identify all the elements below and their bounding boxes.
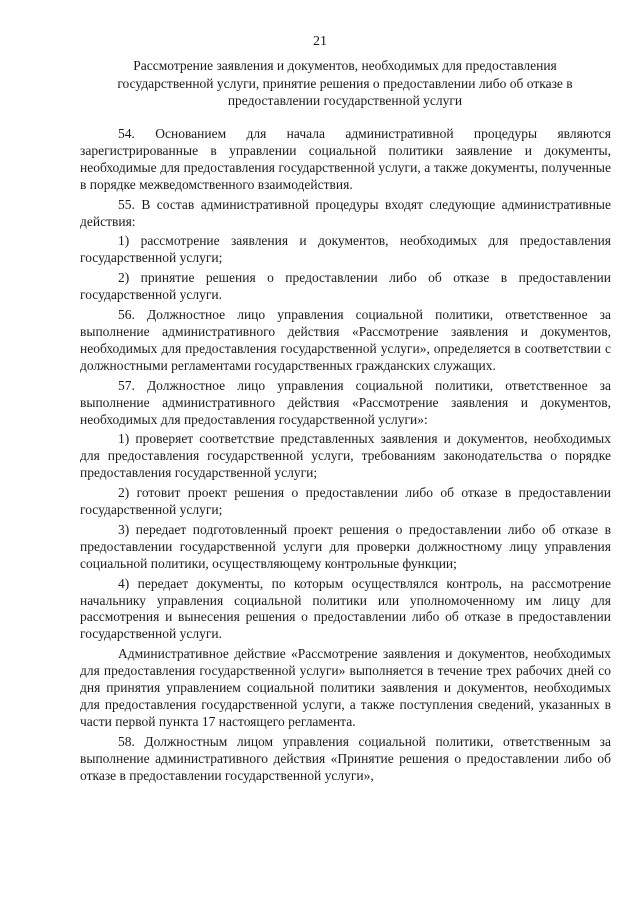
paragraph-57-item-2: 2) готовит проект решения о предоставлении либо об отказе в предоставлении государственной услуги; bbox=[80, 485, 611, 518]
paragraph-57-timing: Административное действие «Рассмотрение заявления и документов, необходимых для предоставления государственной услуги» выполняется в течение трех рабочих дней со дня принятия управлением социальной политики заявления и документов, необходимых для предоставления государственной услуги, а также поступления сведений, указанных в части первой пункта 17 настоящего регламента. bbox=[80, 646, 611, 729]
paragraph-56: 56. Должностное лицо управления социальной политики, ответственное за выполнение административного действия «Рассмотрение заявления и документов, необходимых для предоставления государственной услуги», определяется в соответствии с должностными регламентами государственных гражданских служащих. bbox=[80, 307, 611, 373]
paragraph-57-item-3: 3) передает подготовленный проект решения о предоставлении либо об отказе в предоставлении государственной услуги для проверки должностному лицу управления социальной политики, осуществляющему контрольные функции; bbox=[80, 521, 611, 571]
paragraph-57: 57. Должностное лицо управления социальной политики, ответственное за выполнение административного действия «Рассмотрение заявления и документов, необходимых для предоставления государственной услуги»: bbox=[80, 377, 611, 427]
paragraph-57-item-4: 4) передает документы, по которым осуществлялся контроль, на рассмотрение начальнику управления социальной политики или уполномоченному им лицу для рассмотрения и вынесения решения о предоставлении либо об отказе в предоставлении государственной услуги. bbox=[80, 575, 611, 642]
document-body bbox=[80, 126, 611, 788]
paragraph-54: 54. Основанием для начала административной процедуры являются зарегистрированные в управлении социальной политики заявление и документы, необходимые для предоставления государственной услуги, а также документы, полученные в порядке межведомственного взаимодействия. bbox=[80, 126, 611, 192]
page-number: 21 bbox=[313, 34, 327, 49]
section-heading: Рассмотрение заявления и документов, необходимых для предоставления государственной услуги, принятие решения о предоставлении либо об отказе в предоставлении государственной услуги bbox=[117, 58, 573, 108]
paragraph-55-item-2: 2) принятие решения о предоставлении либо об отказе в предоставлении государственной услуги. bbox=[80, 270, 611, 303]
paragraph-55: 55. В состав административной процедуры входят следующие административные действия: bbox=[80, 196, 611, 229]
paragraph-57-item-1: 1) проверяет соответствие представленных заявления и документов, необходимых для предоставления государственной услуги, требованиям законодательства о порядке предоставления государственной услуги; bbox=[80, 431, 611, 481]
paragraph-58: 58. Должностным лицом управления социальной политики, ответственным за выполнение административного действия «Принятие решения о предоставлении либо об отказе в предоставлении государственной услуги», bbox=[80, 733, 611, 783]
paragraph-55-item-1: 1) рассмотрение заявления и документов, необходимых для предоставления государственной услуги; bbox=[80, 233, 611, 266]
